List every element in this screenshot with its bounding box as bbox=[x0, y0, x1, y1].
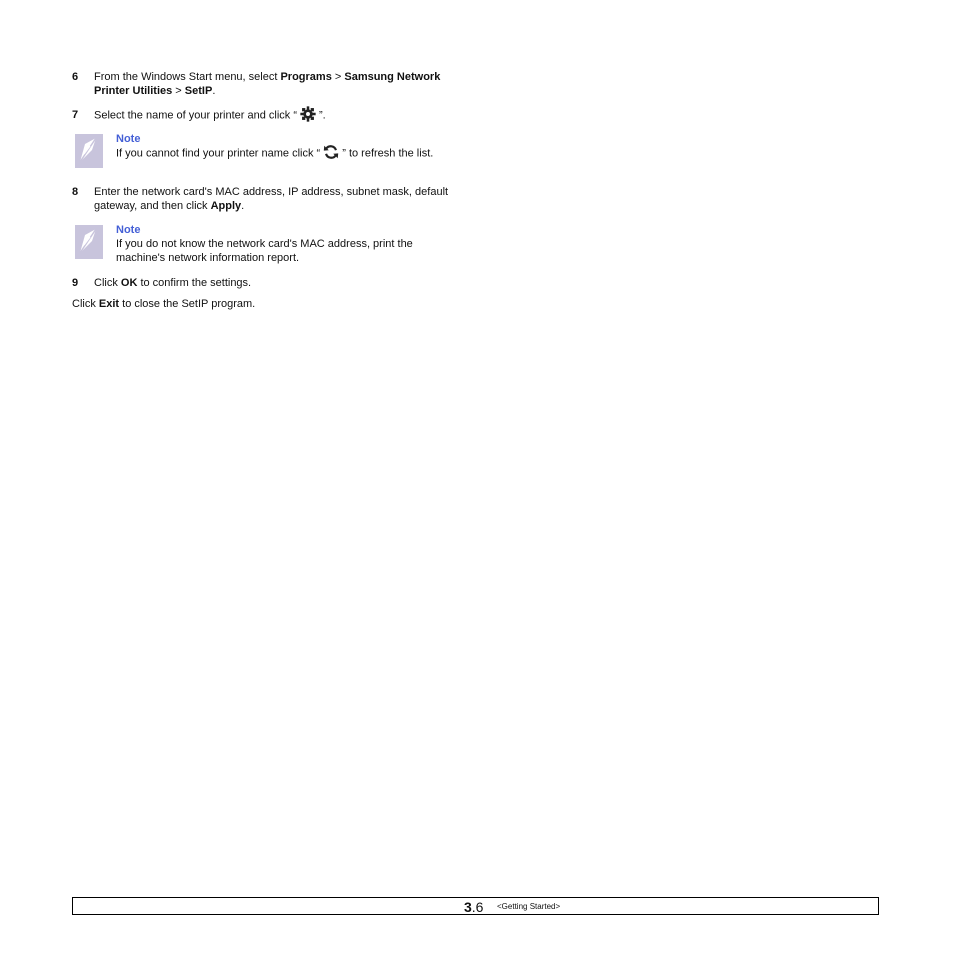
setip-settings-icon bbox=[299, 105, 317, 123]
step-text bbox=[94, 108, 452, 123]
step-text-part: . bbox=[212, 85, 216, 97]
note-body bbox=[116, 146, 456, 161]
step-text-part: Select the name of your printer and click “ bbox=[94, 109, 297, 122]
step-text-part: Click bbox=[94, 277, 121, 289]
step-9 bbox=[72, 276, 452, 290]
step-text bbox=[94, 276, 452, 290]
step-7 bbox=[72, 108, 452, 123]
page-suffix: .6 bbox=[471, 899, 484, 915]
closing-text-part: to close the SetIP program. bbox=[119, 298, 256, 310]
note-box bbox=[72, 223, 452, 265]
note-text-part: ” to refresh the list. bbox=[342, 147, 434, 160]
step-text-part: Enter the network card's MAC address, IP address, subnet mask, default gateway, and then click bbox=[94, 186, 449, 212]
exit-label: Exit bbox=[98, 298, 120, 310]
closing-text-part: Click bbox=[72, 298, 99, 310]
step-text bbox=[94, 70, 452, 98]
ok-label: OK bbox=[120, 277, 138, 289]
note-icon bbox=[72, 223, 106, 261]
step-number: 9 bbox=[72, 277, 79, 289]
note-icon bbox=[72, 132, 106, 170]
step-text-part: > bbox=[331, 71, 345, 83]
step-number: 8 bbox=[72, 186, 79, 198]
note-body: If you do not know the network card's MAC address, print the machine's network information report. bbox=[116, 238, 413, 264]
closing-paragraph bbox=[72, 297, 452, 311]
step-text-part: to confirm the settings. bbox=[137, 277, 252, 289]
step-text-part: . bbox=[241, 200, 245, 212]
page-footer bbox=[72, 897, 879, 915]
menu-programs: Programs bbox=[280, 71, 332, 83]
refresh-icon bbox=[322, 143, 340, 161]
section-title: <Getting Started> bbox=[497, 902, 561, 911]
step-number: 7 bbox=[72, 109, 79, 121]
step-text-part: From the Windows Start menu, select bbox=[94, 71, 281, 83]
note-title: Note bbox=[116, 224, 141, 236]
step-text bbox=[94, 185, 452, 213]
step-8 bbox=[72, 185, 452, 213]
step-text-part: ”. bbox=[318, 109, 326, 122]
page-number bbox=[464, 899, 483, 915]
step-6 bbox=[72, 70, 452, 98]
note-box bbox=[72, 132, 452, 174]
step-text-part: > bbox=[172, 85, 185, 97]
apply-label: Apply bbox=[210, 200, 242, 212]
menu-setip: SetIP bbox=[184, 85, 213, 97]
step-number: 6 bbox=[72, 71, 79, 83]
note-title: Note bbox=[116, 133, 141, 145]
note-text-part: If you cannot find your printer name click “ bbox=[116, 147, 321, 160]
menu-samsung-utilities: Samsung Network Printer Utilities bbox=[94, 71, 441, 97]
chapter-number: 3 bbox=[464, 899, 472, 915]
